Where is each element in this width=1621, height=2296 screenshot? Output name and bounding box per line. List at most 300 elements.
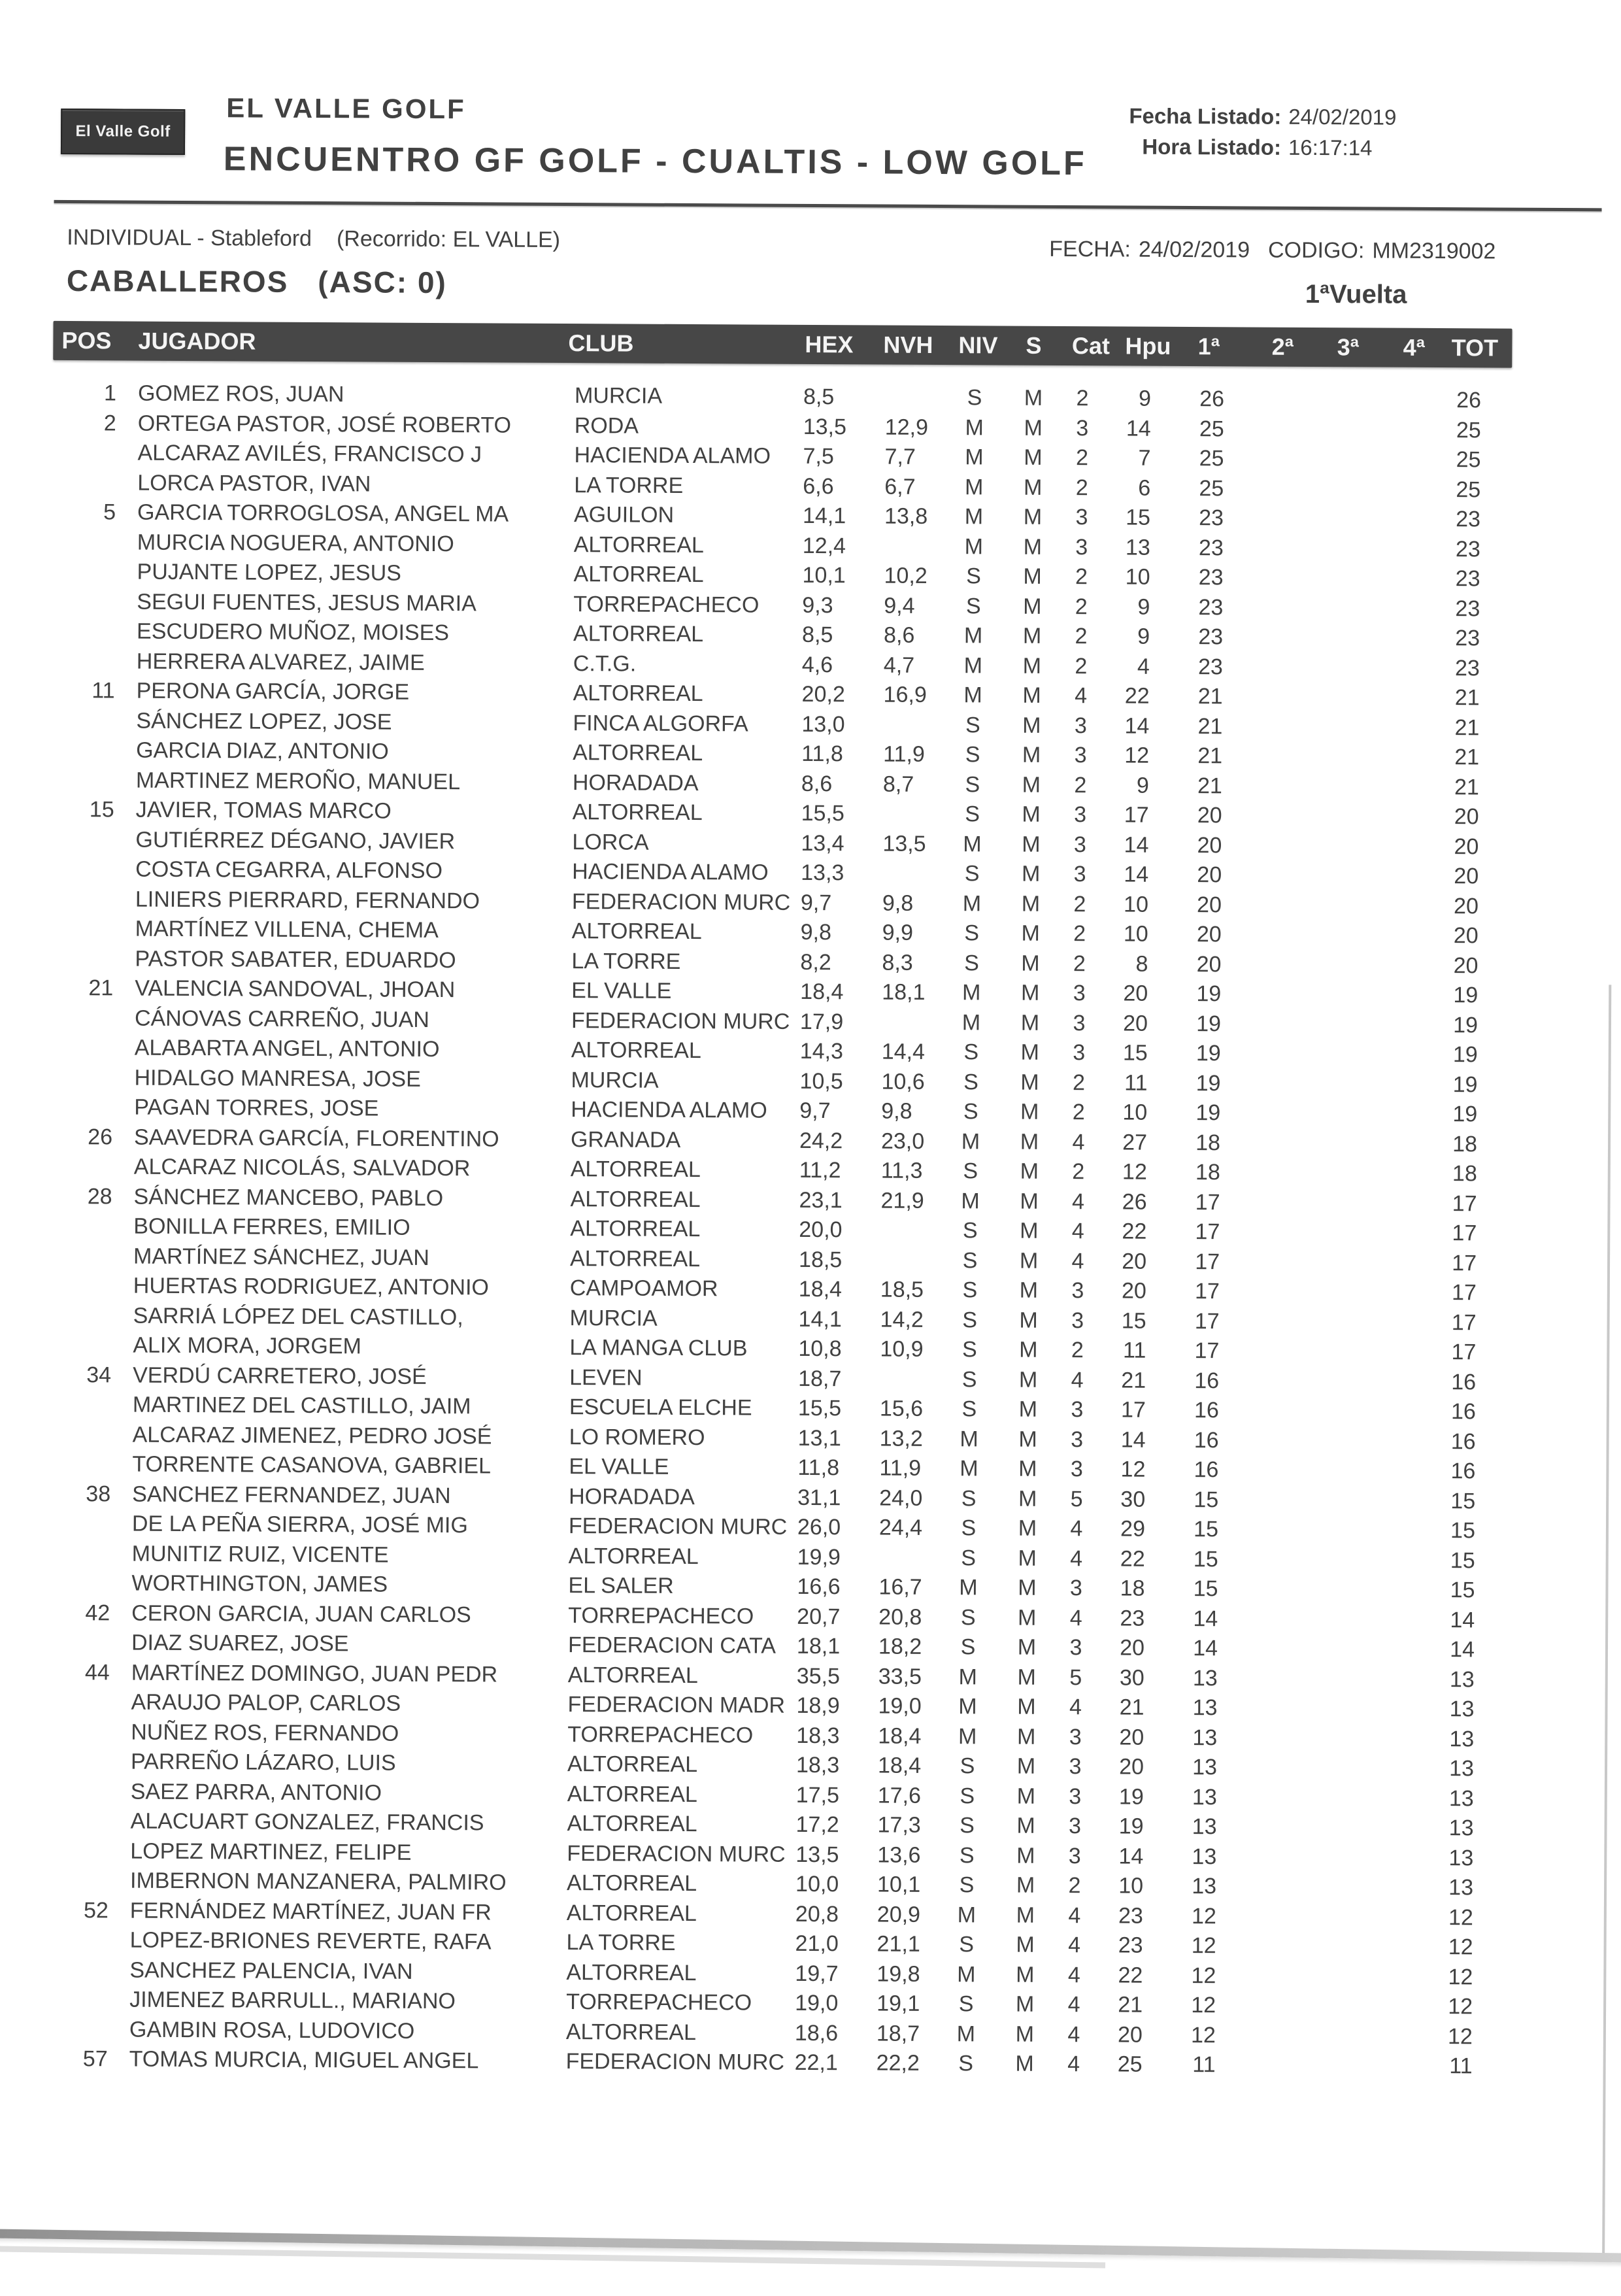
column-header-s: S <box>1011 326 1056 365</box>
niv-value: M <box>950 1187 990 1217</box>
total-value: 14 <box>1422 1605 1475 1635</box>
sex-value: M <box>1012 681 1051 711</box>
player-name: LOPEZ-BRIONES REVERTE, RAFA <box>130 1926 492 1957</box>
cat-value: 4 <box>1058 1365 1097 1395</box>
player-name: GARCIA DIAZ, ANTONIO <box>136 736 389 768</box>
row-pos <box>47 1568 110 1569</box>
niv-value: M <box>954 502 994 532</box>
column-header-pos: POS <box>61 321 111 360</box>
round1-value: 20 <box>1169 949 1221 979</box>
round1-value: 23 <box>1171 652 1223 682</box>
player-club: ALTORREAL <box>573 738 703 769</box>
cat-value: 3 <box>1058 1425 1097 1455</box>
sex-value: M <box>1013 503 1052 533</box>
player-club: C.T.G. <box>573 649 637 679</box>
niv-value: S <box>946 1930 986 1960</box>
competition-format: INDIVIDUAL - Stableford <box>67 225 312 251</box>
sex-value: M <box>1009 1217 1048 1247</box>
hpu-value: 20 <box>1092 1723 1144 1753</box>
niv-value: M <box>948 1692 987 1722</box>
hex-value: 18,6 <box>795 2018 838 2048</box>
hex-value: 18,9 <box>796 1691 839 1721</box>
cat-value: 4 <box>1054 2019 1094 2050</box>
player-club: MURCIA <box>571 1066 658 1096</box>
total-value: 25 <box>1429 415 1481 445</box>
hpu-value: 15 <box>1094 1306 1146 1336</box>
player-name: COSTA CEGARRA, ALFONSO <box>135 855 443 886</box>
hpu-value: 17 <box>1094 1395 1146 1425</box>
nvh-value: 19,0 <box>878 1692 921 1722</box>
cat-value: 5 <box>1057 1484 1096 1514</box>
hex-value: 18,4 <box>800 977 843 1007</box>
sex-value: M <box>1009 1336 1048 1366</box>
niv-value: S <box>951 1097 990 1127</box>
hex-value: 35,5 <box>797 1661 840 1691</box>
hex-value: 14,1 <box>803 501 846 532</box>
nvh-value: 17,3 <box>877 1811 920 1841</box>
player-name: DE LA PEÑA SIERRA, JOSÉ MIG <box>132 1510 468 1541</box>
row-pos <box>50 854 114 855</box>
hex-value: 31,1 <box>797 1483 841 1513</box>
total-value: 17 <box>1424 1278 1477 1308</box>
row-pos: 38 <box>47 1479 110 1509</box>
nvh-value: 8,6 <box>884 621 915 651</box>
niv-value: S <box>953 740 992 770</box>
sex-value: M <box>1009 1365 1048 1395</box>
hex-value: 10,0 <box>795 1870 839 1900</box>
column-header-nvh: NVH <box>883 326 933 365</box>
sex-value: M <box>1011 1038 1050 1068</box>
player-club: ALTORREAL <box>567 1868 697 1899</box>
hpu-value: 9 <box>1097 771 1149 801</box>
hpu-value: 10 <box>1095 1098 1147 1128</box>
niv-value: M <box>954 621 993 651</box>
player-name: VERDÚ CARRETERO, JOSÉ <box>133 1360 427 1392</box>
player-club: ALTORREAL <box>574 530 704 561</box>
round1-value: 26 <box>1172 384 1224 414</box>
player-club: LEVEN <box>569 1363 643 1393</box>
sex-value: M <box>1012 592 1052 622</box>
row-pos <box>48 1211 112 1212</box>
column-header-round4: 4ª <box>1394 328 1433 367</box>
hex-value: 20,0 <box>799 1215 842 1245</box>
nvh-value: 19,8 <box>877 1959 920 1989</box>
round1-value: 16 <box>1167 1425 1219 1455</box>
player-club: ALTORREAL <box>570 1214 700 1245</box>
column-header-cat: Cat <box>1066 326 1115 365</box>
total-value: 23 <box>1428 653 1480 683</box>
scan-edge-right <box>1602 985 1611 2256</box>
total-value: 20 <box>1426 891 1479 921</box>
hex-value: 18,4 <box>799 1275 842 1305</box>
row-pos <box>48 1330 112 1331</box>
column-header-tot: TOT <box>1448 328 1501 367</box>
total-value: 12 <box>1420 2021 1473 2051</box>
player-name: MARTÍNEZ DOMINGO, JUAN PEDR <box>131 1658 498 1689</box>
row-pos: 52 <box>45 1895 109 1925</box>
sex-value: M <box>1010 1127 1049 1157</box>
player-club: EL VALLE <box>569 1452 669 1482</box>
row-pos <box>49 1092 112 1093</box>
player-club: ALTORREAL <box>566 1958 696 1989</box>
hex-value: 18,3 <box>796 1721 839 1751</box>
total-value: 25 <box>1428 445 1480 475</box>
cat-value: 4 <box>1061 681 1100 711</box>
round1-value: 25 <box>1171 444 1224 474</box>
nvh-value: 21,1 <box>877 1930 920 1960</box>
fecha-label: FECHA: <box>1049 237 1131 262</box>
hex-value: 9,7 <box>801 888 832 918</box>
player-name: CÁNOVAS CARREÑO, JUAN <box>135 1004 429 1035</box>
niv-value: S <box>950 1306 989 1336</box>
player-club: ALTORREAL <box>573 798 703 828</box>
sex-value: M <box>1005 1931 1044 1961</box>
niv-value: M <box>954 532 994 562</box>
round1-value: 13 <box>1165 1753 1217 1783</box>
hpu-value: 27 <box>1095 1128 1147 1158</box>
hex-value: 22,1 <box>795 2048 838 2078</box>
hpu-value: 9 <box>1099 384 1151 414</box>
row-pos <box>44 2014 108 2015</box>
player-club: TORREPACHECO <box>566 1987 752 2018</box>
cat-value: 4 <box>1057 1514 1096 1544</box>
hex-value: 18,7 <box>798 1364 841 1394</box>
sex-value: M <box>1009 1306 1048 1336</box>
cat-value: 4 <box>1056 1693 1095 1723</box>
nvh-value: 22,2 <box>877 2049 920 2079</box>
total-value: 17 <box>1424 1338 1476 1368</box>
player-club: HORADADA <box>573 768 699 799</box>
hex-value: 10,8 <box>798 1334 841 1364</box>
cat-value: 3 <box>1056 1574 1095 1604</box>
player-club: ALTORREAL <box>570 1185 700 1215</box>
hpu-value: 20 <box>1095 979 1148 1009</box>
total-value: 23 <box>1428 564 1480 594</box>
row-pos: 1 <box>53 379 116 409</box>
club-logo-text: El Valle Golf <box>75 122 170 141</box>
hpu-value: 20 <box>1094 1276 1146 1306</box>
cat-value: 3 <box>1055 1841 1094 1871</box>
round1-value: 20 <box>1169 920 1222 950</box>
row-pos <box>48 1300 112 1301</box>
row-pos <box>52 646 115 647</box>
niv-value: S <box>949 1513 988 1544</box>
total-value: 16 <box>1424 1427 1476 1457</box>
hex-value: 11,8 <box>801 739 843 769</box>
niv-value: S <box>949 1484 988 1514</box>
column-header-hex: HEX <box>805 325 853 364</box>
sex-value: M <box>1007 1781 1046 1812</box>
total-value: 23 <box>1428 505 1480 535</box>
hpu-value: 6 <box>1098 473 1150 503</box>
hex-value: 9,7 <box>799 1096 831 1126</box>
cat-value: 3 <box>1060 1008 1099 1038</box>
sex-value: M <box>1012 622 1052 652</box>
cat-value: 4 <box>1055 1900 1094 1931</box>
niv-value: S <box>951 1068 990 1098</box>
round1-value: 19 <box>1169 1039 1221 1069</box>
cat-value: 2 <box>1061 592 1101 622</box>
column-header-round1: 1ª <box>1189 327 1228 366</box>
total-value: 17 <box>1424 1219 1477 1249</box>
player-name: GOMEZ ROS, JUAN <box>138 379 344 410</box>
hpu-value: 14 <box>1099 414 1151 444</box>
row-pos <box>51 735 114 736</box>
total-value: 17 <box>1424 1308 1476 1338</box>
total-value: 12 <box>1421 1902 1473 1933</box>
niv-value: S <box>953 770 992 800</box>
player-club: TORREPACHECO <box>568 1601 754 1632</box>
cat-value: 2 <box>1055 1871 1094 1901</box>
row-pos <box>46 1687 110 1688</box>
row-pos <box>46 1776 109 1777</box>
cat-value: 3 <box>1060 1038 1099 1068</box>
round1-value: 18 <box>1168 1158 1220 1188</box>
niv-value: M <box>952 830 992 860</box>
niv-value: M <box>952 889 992 919</box>
player-club: LA MANGA CLUB <box>569 1333 747 1364</box>
player-club: ALTORREAL <box>567 1899 697 1929</box>
round1-value: 20 <box>1169 890 1222 920</box>
hora-listado-label: Hora Listado: <box>1085 134 1281 160</box>
row-pos <box>50 943 114 944</box>
hpu-value: 12 <box>1093 1455 1145 1485</box>
player-club: ALTORREAL <box>570 1244 700 1275</box>
total-value: 18 <box>1425 1129 1477 1159</box>
total-value: 13 <box>1422 1754 1474 1784</box>
niv-value: S <box>955 383 994 413</box>
player-club: LA TORRE <box>574 471 683 501</box>
sex-value: M <box>1007 1663 1046 1693</box>
cat-value: 3 <box>1055 1812 1094 1842</box>
niv-value: M <box>954 651 993 681</box>
hex-value: 19,9 <box>797 1542 841 1572</box>
column-header-round3: 3ª <box>1328 328 1367 367</box>
total-value: 13 <box>1421 1814 1473 1844</box>
round1-value: 15 <box>1166 1485 1218 1515</box>
hpu-value: 12 <box>1097 741 1149 771</box>
hex-value: 13,4 <box>801 828 844 858</box>
hpu-value: 14 <box>1096 860 1148 890</box>
row-pos: 57 <box>44 2044 108 2074</box>
player-name: LOPEZ MARTINEZ, FELIPE <box>130 1836 411 1868</box>
nvh-value: 18,4 <box>878 1751 921 1781</box>
total-value: 19 <box>1426 1040 1478 1070</box>
round1-value: 19 <box>1169 1009 1221 1039</box>
event-title: ENCUENTRO GF GOLF - CUALTIS - LOW GOLF <box>224 139 1087 183</box>
total-value: 13 <box>1421 1873 1473 1903</box>
row-pos <box>50 1033 113 1034</box>
hpu-value: 20 <box>1090 2020 1143 2050</box>
niv-value: S <box>953 800 992 830</box>
cat-value: 3 <box>1061 800 1100 830</box>
total-value: 23 <box>1428 534 1480 564</box>
niv-value: S <box>954 562 993 592</box>
round1-value: 12 <box>1163 1991 1216 2021</box>
hex-value: 13,5 <box>803 412 846 442</box>
round1-value: 13 <box>1165 1782 1217 1812</box>
column-header-jugador: JUGADOR <box>138 322 256 362</box>
player-name: MARTÍNEZ SÁNCHEZ, JUAN <box>133 1241 429 1273</box>
round1-value: 17 <box>1167 1187 1220 1217</box>
nvh-value: 6,7 <box>884 472 916 502</box>
player-name: ALCARAZ NICOLÁS, SALVADOR <box>134 1153 471 1184</box>
row-pos <box>52 586 115 587</box>
player-name: CERON GARCIA, JUAN CARLOS <box>131 1598 471 1630</box>
hpu-value: 11 <box>1095 1068 1147 1098</box>
row-pos <box>52 527 116 528</box>
total-value: 19 <box>1426 1010 1478 1040</box>
column-header-niv: NIV <box>952 326 1004 365</box>
player-club: LORCA <box>572 828 648 858</box>
round1-value: 15 <box>1166 1515 1218 1545</box>
hex-value: 19,0 <box>795 1989 838 2019</box>
row-pos <box>52 467 116 468</box>
hex-value: 18,5 <box>799 1245 842 1275</box>
niv-value: S <box>952 919 992 949</box>
cat-value: 2 <box>1060 919 1099 949</box>
hpu-value: 21 <box>1094 1366 1146 1396</box>
player-club: RODA <box>575 411 639 441</box>
nvh-value: 16,7 <box>878 1573 922 1603</box>
hpu-value: 14 <box>1097 711 1149 741</box>
player-name: SAAVEDRA GARCÍA, FLORENTINO <box>134 1123 499 1154</box>
round1-value: 12 <box>1163 2020 1216 2050</box>
cat-value: 2 <box>1061 562 1101 592</box>
cat-value: 4 <box>1056 1603 1095 1633</box>
player-name: ESCUDERO MUÑOZ, MOISES <box>137 617 449 649</box>
nvh-value: 18,5 <box>880 1275 924 1306</box>
hex-value: 15,5 <box>801 799 844 829</box>
nvh-value: 14,2 <box>880 1305 923 1335</box>
row-pos: 11 <box>52 676 115 706</box>
total-value: 13 <box>1422 1664 1475 1695</box>
sex-value: M <box>1007 1603 1046 1633</box>
hpu-value: 30 <box>1092 1663 1145 1693</box>
player-name: ALABARTA ANGEL, ANTONIO <box>135 1034 440 1065</box>
player-name: MARTÍNEZ VILLENA, CHEMA <box>135 915 439 946</box>
hpu-value: 4 <box>1097 652 1150 682</box>
sex-value: M <box>1007 1752 1046 1782</box>
row-pos: 15 <box>51 795 114 825</box>
player-name: DIAZ SUAREZ, JOSE <box>131 1629 349 1659</box>
sex-value: M <box>1012 562 1052 592</box>
player-club: TORREPACHECO <box>567 1720 753 1751</box>
total-value: 20 <box>1426 832 1479 862</box>
cat-value: 3 <box>1058 1276 1097 1306</box>
hex-value: 13,1 <box>798 1423 841 1453</box>
nvh-value: 20,9 <box>877 1900 920 1930</box>
player-name: ORTEGA PASTOR, JOSÉ ROBERTO <box>138 409 511 440</box>
niv-value: S <box>954 592 993 622</box>
row-pos <box>46 1628 110 1629</box>
row-pos <box>50 914 114 915</box>
round1-value: 25 <box>1172 414 1224 444</box>
hpu-value: 20 <box>1092 1752 1144 1782</box>
sex-value: M <box>1011 979 1050 1009</box>
player-name: MURCIA NOGUERA, ANTONIO <box>137 528 454 559</box>
hex-value: 15,5 <box>798 1394 841 1424</box>
hpu-value: 22 <box>1093 1544 1145 1574</box>
total-value: 13 <box>1422 1695 1474 1725</box>
niv-value: S <box>950 1365 989 1395</box>
codigo-value: MM2319002 <box>1372 238 1496 263</box>
player-name: TORRENTE CASANOVA, GABRIEL <box>132 1450 491 1481</box>
player-name: BONILLA FERRES, EMILIO <box>133 1212 410 1243</box>
sex-value: M <box>1013 443 1052 473</box>
sex-value: M <box>1011 949 1050 979</box>
sex-value: M <box>1014 413 1053 443</box>
nvh-value: 13,5 <box>882 829 926 859</box>
total-value: 11 <box>1420 2051 1473 2082</box>
nvh-value: 13,2 <box>880 1424 923 1454</box>
sex-value: M <box>1007 1633 1046 1663</box>
cat-value: 3 <box>1061 741 1100 771</box>
row-pos: 42 <box>46 1598 110 1628</box>
nvh-value: 18,4 <box>878 1721 921 1751</box>
player-name: SAEZ PARRA, ANTONIO <box>131 1777 382 1808</box>
player-name: ALCARAZ AVILÉS, FRANCISCO J <box>137 439 482 470</box>
cat-value: 4 <box>1058 1217 1097 1247</box>
round1-value: 16 <box>1167 1396 1219 1426</box>
round1-value: 18 <box>1168 1128 1220 1158</box>
total-value: 20 <box>1426 921 1479 951</box>
niv-value: M <box>952 978 991 1008</box>
hex-value: 20,2 <box>801 680 844 710</box>
sex-value: M <box>1011 1008 1050 1038</box>
row-pos <box>45 1925 109 1926</box>
cat-value: 2 <box>1060 889 1099 919</box>
hpu-value: 13 <box>1098 533 1150 563</box>
player-name: GUTIÉRREZ DÉGANO, JAVIER <box>135 825 455 856</box>
sex-value: M <box>1010 1068 1049 1098</box>
category-asc: (ASC: 0) <box>318 265 447 299</box>
sex-value: M <box>1009 1187 1048 1217</box>
hpu-value: 21 <box>1090 1990 1143 2020</box>
nvh-value: 11,9 <box>879 1454 921 1484</box>
sex-value: M <box>1011 889 1050 919</box>
hpu-value: 21 <box>1092 1693 1144 1723</box>
round1-value: 12 <box>1163 1931 1216 1961</box>
player-club: MURCIA <box>569 1304 657 1334</box>
player-name: PERONA GARCÍA, JORGE <box>137 677 410 708</box>
player-club: ALTORREAL <box>571 1036 701 1066</box>
total-value: 26 <box>1429 386 1481 416</box>
player-club: ALTORREAL <box>569 1542 699 1572</box>
hex-value: 19,7 <box>795 1959 838 1989</box>
hpu-value: 22 <box>1090 1961 1143 1991</box>
row-pos: 34 <box>48 1360 111 1390</box>
player-name: PUJANTE LOPEZ, JESUS <box>137 558 401 589</box>
sex-value: M <box>1010 1157 1049 1187</box>
hpu-value: 11 <box>1094 1336 1146 1366</box>
sex-value: M <box>1005 2050 1044 2080</box>
header-divider <box>54 200 1602 211</box>
niv-value: S <box>950 1216 990 1246</box>
sex-value: M <box>1007 1693 1046 1723</box>
total-value: 13 <box>1422 1724 1474 1754</box>
player-name: SÁNCHEZ LOPEZ, JOSE <box>136 706 392 737</box>
cat-value: 2 <box>1059 1068 1098 1098</box>
hex-value: 26,0 <box>797 1513 841 1543</box>
fecha-listado-label: Fecha Listado: <box>1085 103 1281 129</box>
total-value: 18 <box>1425 1159 1477 1189</box>
hpu-value: 18 <box>1092 1574 1145 1604</box>
nvh-value: 20,8 <box>878 1602 922 1632</box>
hex-value: 21,0 <box>795 1929 838 1959</box>
total-value: 20 <box>1426 951 1478 981</box>
hpu-value: 14 <box>1091 1842 1143 1872</box>
